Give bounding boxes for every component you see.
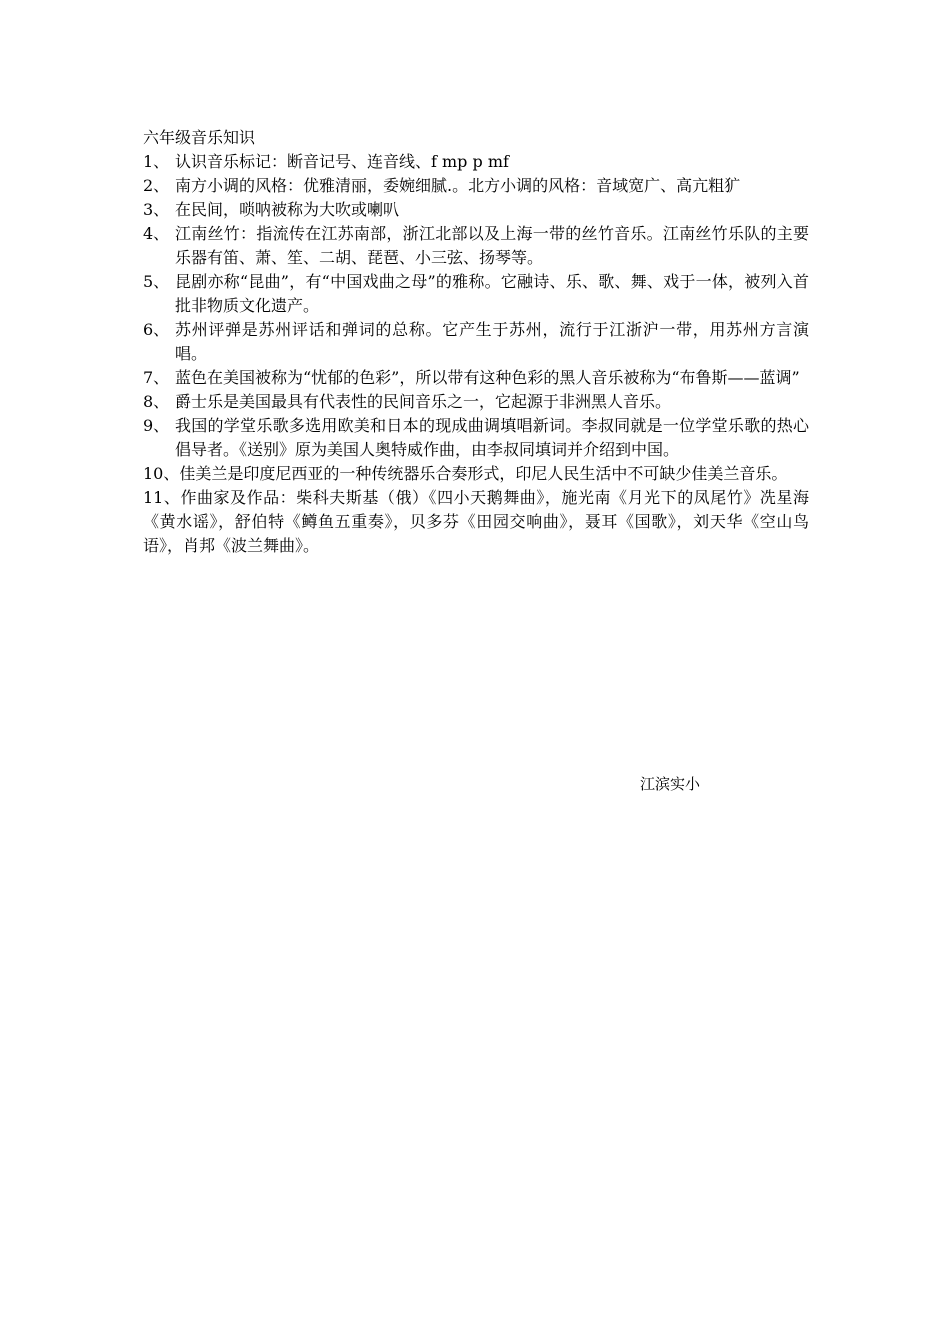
item-number: 8、 xyxy=(143,392,170,411)
list-item-11: 11、作曲家及作品：柴科夫斯基（俄）《四小天鹅舞曲》，施光南《月光下的凤尾竹》冼星海《黄水谣》，舒伯特《鳟鱼五重奏》，贝多芬《田园交响曲》，聂耳《国歌》，刘天华《空山鸟语》，肖邦《波兰舞曲》。 xyxy=(143,488,809,555)
list-item-1 xyxy=(143,150,809,174)
list-item-8 xyxy=(143,390,809,414)
document-body xyxy=(143,126,809,558)
document-title: 六年级音乐知识 xyxy=(143,128,256,147)
list-item-10: 10、佳美兰是印度尼西亚的一种传统器乐合奏形式，印尼人民生活中不可缺少佳美兰音乐。 xyxy=(143,464,788,483)
item-text: 昆剧亦称“昆曲”，有“中国戏曲之母”的雅称。它融诗、乐、歌、舞、戏于一体，被列入首批非物质文化遗产。 xyxy=(175,272,809,315)
item-text: 南方小调的风格：优雅清丽，委婉细腻.。北方小调的风格：音域宽广、高亢粗犷 xyxy=(175,176,741,195)
item-number: 7、 xyxy=(143,368,170,387)
item-text: 苏州评弹是苏州评话和弹词的总称。它产生于苏州，流行于江浙沪一带，用苏州方言演唱。 xyxy=(175,320,809,363)
item-text: 在民间，唢呐被称为大吹或喇叭 xyxy=(175,200,400,219)
item-text: 蓝色在美国被称为“忧郁的色彩”，所以带有这种色彩的黑人音乐被称为“布鲁斯——蓝调” xyxy=(175,368,800,387)
list-item-4 xyxy=(143,222,809,270)
item-number: 1、 xyxy=(143,152,170,171)
item-number: 2、 xyxy=(143,176,170,195)
list-item-3 xyxy=(143,198,809,222)
item-number: 5、 xyxy=(143,272,170,291)
item-text: 认识音乐标记：断音记号、连音线、f mp p mf xyxy=(175,152,509,171)
list-item-9 xyxy=(143,414,809,462)
list-item-5 xyxy=(143,270,809,318)
item-text: 爵士乐是美国最具有代表性的民间音乐之一，它起源于非洲黑人音乐。 xyxy=(175,392,672,411)
item-number: 3、 xyxy=(143,200,170,219)
item-text: 我国的学堂乐歌多选用欧美和日本的现成曲调填唱新词。李叔同就是一位学堂乐歌的热心倡导者。《送别》原为美国人奥特威作曲，由李叔同填词并介绍到中国。 xyxy=(175,416,809,459)
list-item-7 xyxy=(143,366,809,390)
item-number: 4、 xyxy=(143,224,170,243)
item-text: 江南丝竹：指流传在江苏南部，浙江北部以及上海一带的丝竹音乐。江南丝竹乐队的主要乐器有笛、萧、笙、二胡、琵琶、小三弦、扬琴等。 xyxy=(175,224,809,267)
item-number: 9、 xyxy=(143,416,170,435)
school-signature: 江滨实小 xyxy=(640,775,701,793)
list-item-6 xyxy=(143,318,809,366)
list-item-2 xyxy=(143,174,809,198)
item-number: 6、 xyxy=(143,320,170,339)
